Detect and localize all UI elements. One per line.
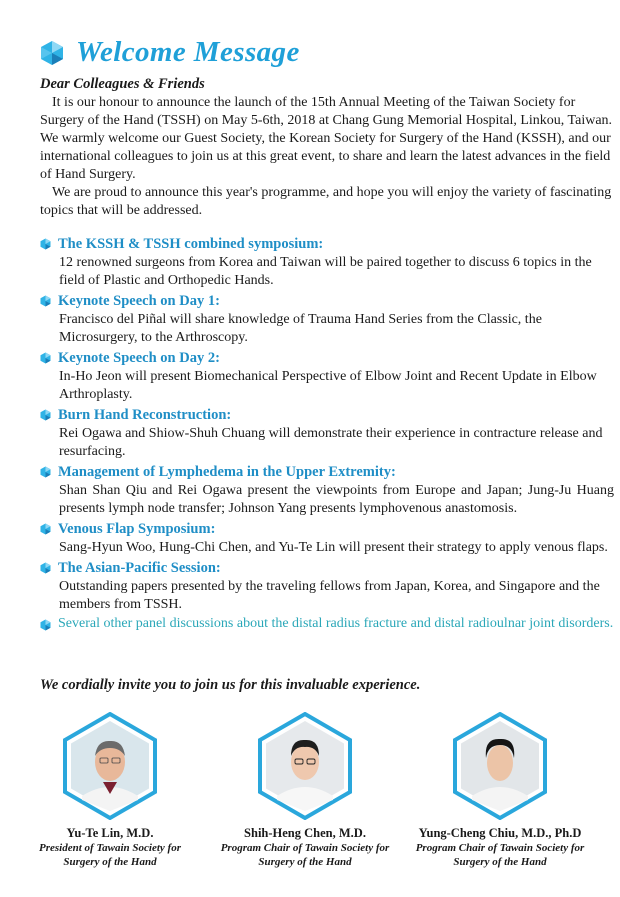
- person-name: Yu-Te Lin, M.D.: [66, 826, 154, 840]
- person-card: [205, 712, 405, 869]
- person-role: Program Chair of Tawain Society for: [415, 842, 585, 854]
- programme-item-title: Venous Flap Symposium:: [58, 520, 216, 537]
- programme-item: [40, 558, 614, 614]
- person-name: Yung-Cheng Chiu, M.D., Ph.D: [418, 826, 582, 840]
- hexagon-bullet-icon: [40, 409, 51, 421]
- hexagon-bullet-icon: [40, 238, 51, 250]
- person-role: President of Tawain Society for: [39, 842, 181, 854]
- person-role-line2: Surgery of the Hand: [63, 856, 157, 868]
- programme-item: [40, 519, 614, 557]
- programme-item-title: Keynote Speech on Day 1:: [58, 292, 220, 309]
- hexagon-bullet-icon: [40, 466, 51, 478]
- programme-item-body: 12 renowned surgeons from Korea and Taiwan will be paired together to discuss 6 topics in the field of Plastic and Orthopedic Hands.: [59, 255, 592, 288]
- hexagon-bullet-icon: [40, 352, 51, 364]
- greeting: Dear Colleagues & Friends: [40, 76, 205, 92]
- programme-item-title: The KSSH & TSSH combined symposium:: [58, 235, 324, 252]
- programme-item-body: Francisco del Piñal will share knowledge of Trauma Hand Series from the Classic, the Microsurgery, to the Arthroscopy.: [59, 312, 542, 345]
- programme-item: [40, 462, 614, 518]
- programme-list: [40, 234, 614, 634]
- programme-item: [40, 405, 614, 461]
- hexagon-bullet-icon: [40, 523, 51, 535]
- hexagon-bullet-icon: [40, 619, 51, 631]
- invitation-text: We cordially invite you to join us for this invaluable experience.: [40, 677, 421, 693]
- programme-item: [40, 348, 614, 404]
- hexagon-icon: [40, 40, 64, 66]
- programme-item-body: Sang-Hyun Woo, Hung-Chi Chen, and Yu-Te Lin will present their strategy to apply venous flaps.: [59, 540, 608, 555]
- programme-item-title: The Asian-Pacific Session:: [58, 559, 221, 576]
- person-role-line2: Surgery of the Hand: [258, 856, 352, 868]
- page-header: [40, 36, 300, 69]
- portrait-photo: [452, 712, 548, 820]
- portrait-photo: [62, 712, 158, 820]
- intro-paragraph-1: [40, 94, 614, 184]
- hexagon-bullet-icon: [40, 562, 51, 574]
- programme-item-title: Keynote Speech on Day 2:: [58, 349, 220, 366]
- intro-paragraph-2-text: We are proud to announce this year's programme, and hope you will enjoy the variety of fascinating topics that will be addressed.: [40, 185, 612, 218]
- programme-item-body: Shan Shan Qiu and Rei Ogawa present the viewpoints from Europe and Japan; Jung-Ju Huang presents lymph node transfer; Johnson Yang presents lymphovenous anastomosis.: [59, 483, 614, 516]
- person-name: Shih-Heng Chen, M.D.: [244, 826, 366, 840]
- person-role: Program Chair of Tawain Society for: [220, 842, 390, 854]
- programme-item: [40, 291, 614, 347]
- person-role-line2: Surgery of the Hand: [453, 856, 547, 868]
- portrait-photo: [257, 712, 353, 820]
- programme-item-body: Outstanding papers presented by the traveling fellows from Japan, Korea, and Singapore and the members from TSSH.: [59, 579, 600, 612]
- closing-item-text: Several other panel discussions about the distal radius fracture and distal radioulnar joint disorders.: [58, 616, 614, 631]
- programme-item-body: Rei Ogawa and Shiow-Shuh Chuang will demonstrate their experience in contracture release and resurfacing.: [59, 426, 603, 459]
- person-card: [10, 712, 210, 869]
- hexagon-bullet-icon: [40, 295, 51, 307]
- programme-item-body: In-Ho Jeon will present Biomechanical Perspective of Elbow Joint and Recent Update in Elbow Arthroplasty.: [59, 369, 597, 402]
- programme-item-closing: [40, 615, 614, 633]
- programme-item-title: Management of Lymphedema in the Upper Extremity:: [58, 463, 396, 480]
- programme-item: [40, 234, 614, 290]
- intro-paragraph-1-text: It is our honour to announce the launch of the 15th Annual Meeting of the Taiwan Society for Surgery of the Hand (TSSH) on May 5-6th, 2018 at Chang Gung Memorial Hospital, Linkou, Taiwan. We warmly welcome our Guest Society, the Korean Society for Surgery of the Hand (KSSH), and our international colleagues to join us at this great event, to share and learn the latest advances in the field of Hand Surgery.: [40, 95, 613, 182]
- intro-paragraph-2: [40, 184, 614, 220]
- programme-item-title: Burn Hand Reconstruction:: [58, 406, 232, 423]
- page-title: Welcome Message: [76, 36, 300, 68]
- person-card: [400, 712, 600, 869]
